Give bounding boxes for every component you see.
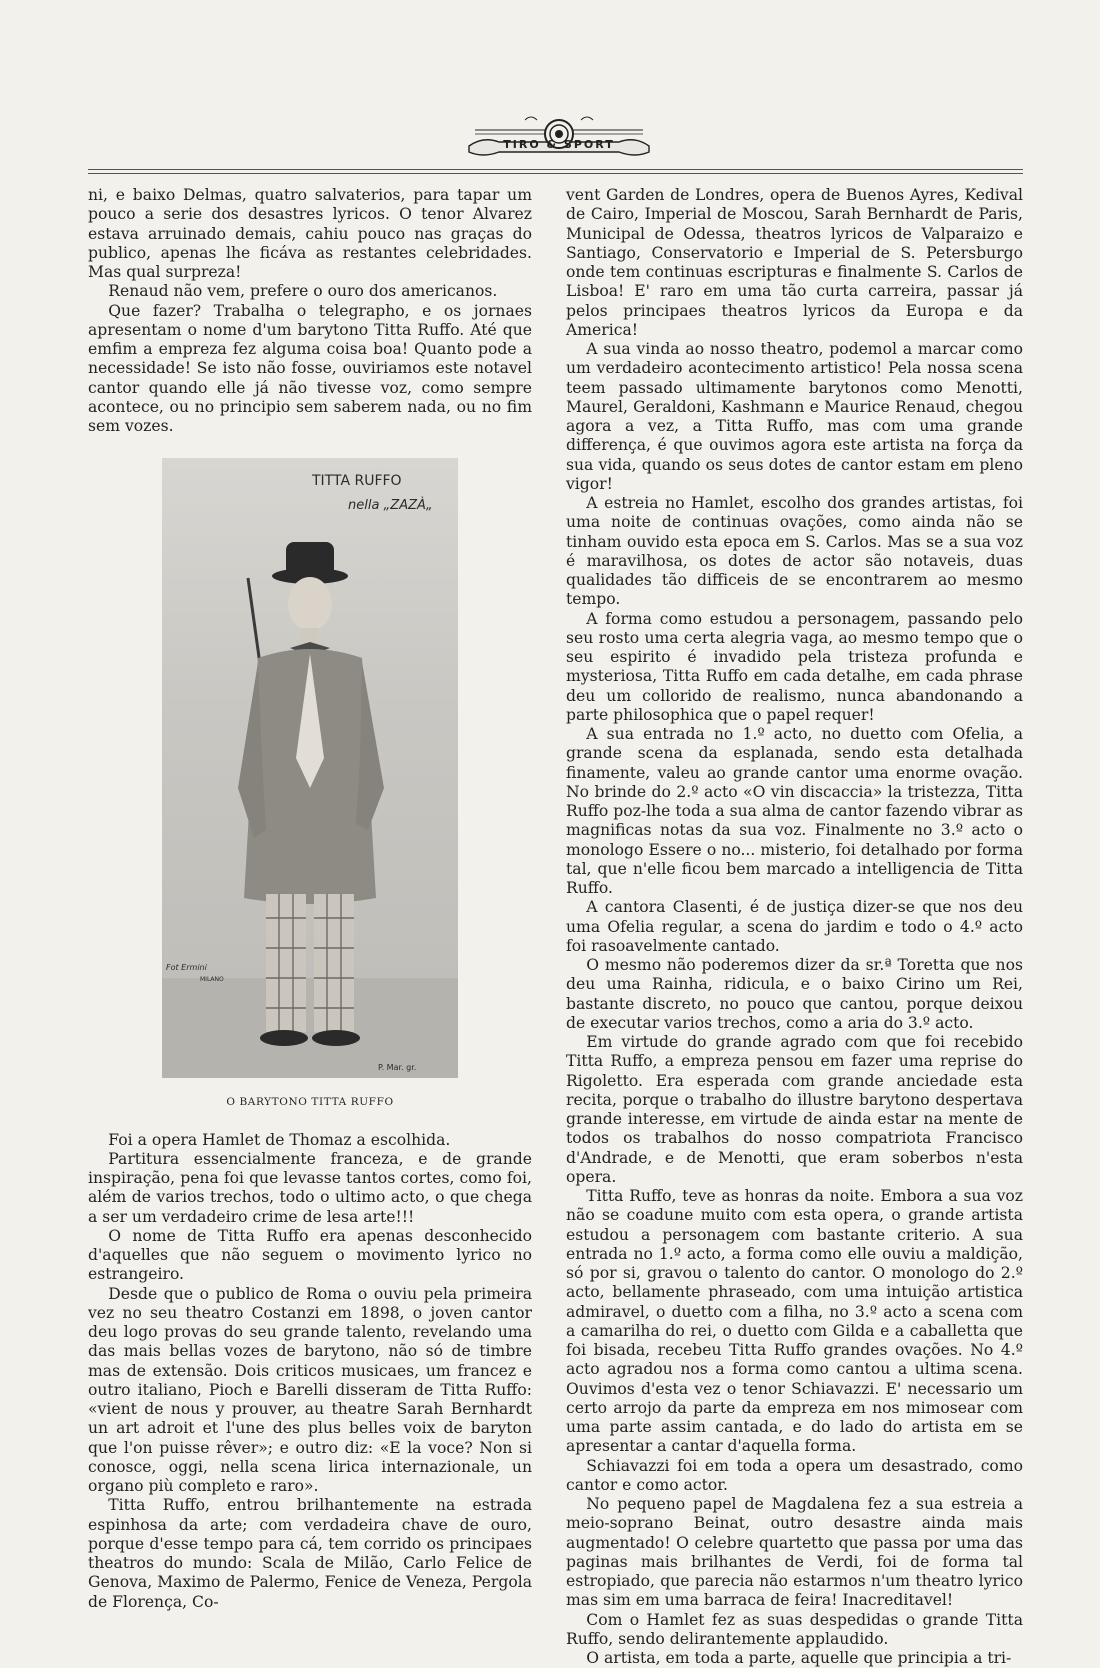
paragraph: O nome de Titta Ruffo era apenas desconhecido d'aquelles que não seguem o movimento lyrico no estrangeiro. bbox=[88, 1226, 532, 1284]
paragraph: Partitura essencialmente franceza, e de grande inspiração, pena foi que levasse tantos cortes, como foi, além de varios trechos, todo o ultimo acto, o que chega a ser um verdadeiro crime de lesa arte!!! bbox=[88, 1149, 532, 1226]
paragraph: Titta Ruffo, teve as honras da noite. Embora a sua voz não se coadune muito com esta opera, o grande artista estudou a personagem com bastante criterio. A sua entrada no 1.º acto, a forma como elle ouviu a maldição, só por si, gravou o talento do cantor. O monologo do 2.º acto, bellamente phraseado, com uma intuição artistica admiravel, o duetto com a filha, no 3.º acto a scena com a camarilha do rei, o duetto com Gilda e a caballetta que foi bisada, recebeu Titta Ruffo grandes ovações. No 4.º acto agradou nos a forma como cantou a ultima scena. Ouvimos d'esta vez o tenor Schiavazzi. E' necessario um certo arrojo da parte da empreza em nos mimosear com uma parte assim cantada, e do lado do artista em se apresentar a cantar d'aquella forma. bbox=[566, 1187, 1023, 1456]
engraver-credit: P. Mar. gr. bbox=[378, 1063, 417, 1073]
masthead-text: TIRO & SPORT bbox=[503, 138, 615, 151]
paragraph: O artista, em toda a parte, aquelle que principia a tri- bbox=[586, 1649, 1012, 1667]
paragraph: A cantora Clasenti, é de justiça dizer-se que nos deu uma Ofelia regular, a scena do jardim e todo o 4.º acto foi rasoavelmente cantado. bbox=[566, 898, 1023, 955]
photographer-city: MILANO bbox=[200, 976, 224, 984]
paragraph: Em virtude do grande agrado com que foi recebido Titta Ruffo, a empreza pensou em fazer uma reprise do Rigoletto. Era esperada com grande anciedade esta recita, porque o trabalho do illustre barytono despertava grande interesse, em virtude de ainda estar na mente de todos os trabalhos do nosso compatriota Francisco d'Andrade, e de Menotti, que eram soberbos n'esta opera. bbox=[566, 1033, 1023, 1186]
paragraph: Renaud não vem, prefere o ouro dos americanos. bbox=[108, 282, 498, 301]
figure-caption: O BARYTONO TITTA RUFFO bbox=[226, 1096, 394, 1109]
header-rule-bottom bbox=[88, 173, 1023, 174]
paragraph: Com o Hamlet fez as suas despedidas o grande Titta Ruffo, sendo delirantemente applaudido. bbox=[566, 1610, 1023, 1648]
paragraph: A estreia no Hamlet, escolho dos grandes artistas, foi uma noite de continuas ovações, como ainda não se tinham ouvido esta epoca em S. Carlos. Mas se a sua voz é maravilhosa, os dotes de actor são notaveis, duas qualidades tão difficeis de se encontrarem ao mesmo tempo. bbox=[566, 494, 1023, 609]
photo-title: TITTA RUFFO bbox=[312, 473, 402, 490]
figure bbox=[162, 458, 458, 1112]
photo-subtitle: nella „ZAZÀ„ bbox=[348, 498, 433, 514]
paragraph: Schiavazzi foi em toda a opera um desastrado, como cantor e como actor. bbox=[566, 1456, 1023, 1494]
masthead-emblem-icon bbox=[465, 112, 653, 162]
paragraph: Titta Ruffo, entrou brilhantemente na estrada espinhosa da arte; com verdadeira chave de ouro, porque d'esse tempo para cá, tem corrido os principaes theatros do mundo: Scala de Milão, Carlo Felice de Genova, Maximo de Palermo, Fenice de Veneza, Pergola de Florença, Co- bbox=[88, 1496, 532, 1611]
paragraph: A sua entrada no 1.º acto, no duetto com Ofelia, a grande scena da esplanada, sendo esta detalhada finamente, valeu ao grande cantor uma enorme ovação. No brinde do 2.º acto «O vin discaccia» la tristezza, Titta Ruffo poz-lhe toda a sua alma de cantor fazendo vibrar as magnificas notas da sua voz. Finalmente no 3.º acto o monologo Essere o no... misterio, foi detalhado por forma tal, que n'elle ficou bem marcado a intelligencia de Titta Ruffo. bbox=[566, 725, 1023, 897]
right-column bbox=[566, 186, 1023, 1668]
paragraph: ni, e baixo Delmas, quatro salvaterios, para tapar um pouco a serie dos desastres lyricos. O tenor Alvarez estava arruinado demais, cahiu pouco nas graças do publico, apenas lhe ficáva as restantes celebridades. Mas qual surpreza! bbox=[88, 186, 532, 281]
paragraph: No pequeno papel de Magdalena fez a sua estreia a meio-soprano Beinat, outro desastre ainda mais augmentado! O celebre quartetto que passa por uma das paginas mais brilhantes de Verdi, foi de forma tal estropiado, que parecia não estarmos n'um theatro lyrico mas sim em uma barraca de feira! Inacreditavel! bbox=[566, 1495, 1023, 1610]
paragraph: O mesmo não poderemos dizer da sr.ª Toretta que nos deu uma Rainha, ridicula, e o baixo Cirino um Rei, bastante discreto, no pouco que cantou, porque deixou de executar varios trechos, como a aria do 3.º acto. bbox=[566, 956, 1023, 1032]
paragraph: vent Garden de Londres, opera de Buenos Ayres, Kedival de Cairo, Imperial de Moscou, Sarah Bernhardt de Paris, Municipal de Odessa, theatros lyricos de Valparaizo e Santiago, Conservatorio e Imperial de S. Petersburgo onde tem continuas escripturas e finalmente S. Carlos de Lisboa! E' raro em uma tão curta carreira, passar já pelos principaes theatros lyricos da Europa e da America! bbox=[566, 186, 1023, 339]
paragraph: A forma como estudou a personagem, passando pelo seu rosto uma certa alegria vaga, ao mesmo tempo que o seu espirito é invadido pela tristeza profunda e mysteriosa, Titta Ruffo em cada detalhe, em cada phrase deu um collorido de realismo, nunca abandonando a parte philosophica que o papel requer! bbox=[566, 609, 1023, 724]
paragraph: Foi a opera Hamlet de Thomaz a escolhida. bbox=[108, 1130, 451, 1149]
masthead-logo bbox=[465, 112, 653, 162]
left-column bbox=[88, 186, 532, 1612]
header-rule-top bbox=[88, 169, 1023, 170]
photographer-credit: Fot Ermini bbox=[166, 963, 207, 973]
portrait-photo bbox=[162, 458, 458, 1078]
paragraph: Desde que o publico de Roma o ouviu pela primeira vez no seu theatro Costanzi em 1898, o joven cantor deu logo provas do seu grande talento, revelando uma das mais bellas vozes de barytono, não só de timbre mas de extensão. Dois criticos musicaes, um francez e outro italiano, Pioch e Barelli disseram de Titta Ruffo: «vient de nous y prouver, au theatre Sarah Bernhardt un art adroit et l'une des plus belles voix de baryton que l'on puisse rêver»; e outro diz: «E la voce? Non si conosce, oggi, nella scena lirica internazionale, un organo più completo e raro». bbox=[88, 1284, 532, 1495]
paragraph: A sua vinda ao nosso theatro, podemol a marcar como um verdadeiro acontecimento artistico! Pela nossa scena teem passado ultimamente barytonos como Menotti, Maurel, Geraldoni, Kashmann e Maurice Renaud, chegou agora a vez, a Titta Ruffo, mas com uma grande differença, é que ouvimos agora este artista na força da sua vida, quando os seus dotes de cantor estam em pleno vigor! bbox=[566, 340, 1023, 493]
paragraph: Que fazer? Trabalha o telegrapho, e os jornaes apresentam o nome d'um barytono Titta Ruffo. Até que emfim a empreza fez alguma coisa boa! Quanto pode a necessidade! Se isto não fosse, ouviriamos este notavel cantor quando elle já não tivesse voz, como sempre acontece, ou no principio sem saberem nada, ou no fim sem vozes. bbox=[88, 301, 532, 435]
